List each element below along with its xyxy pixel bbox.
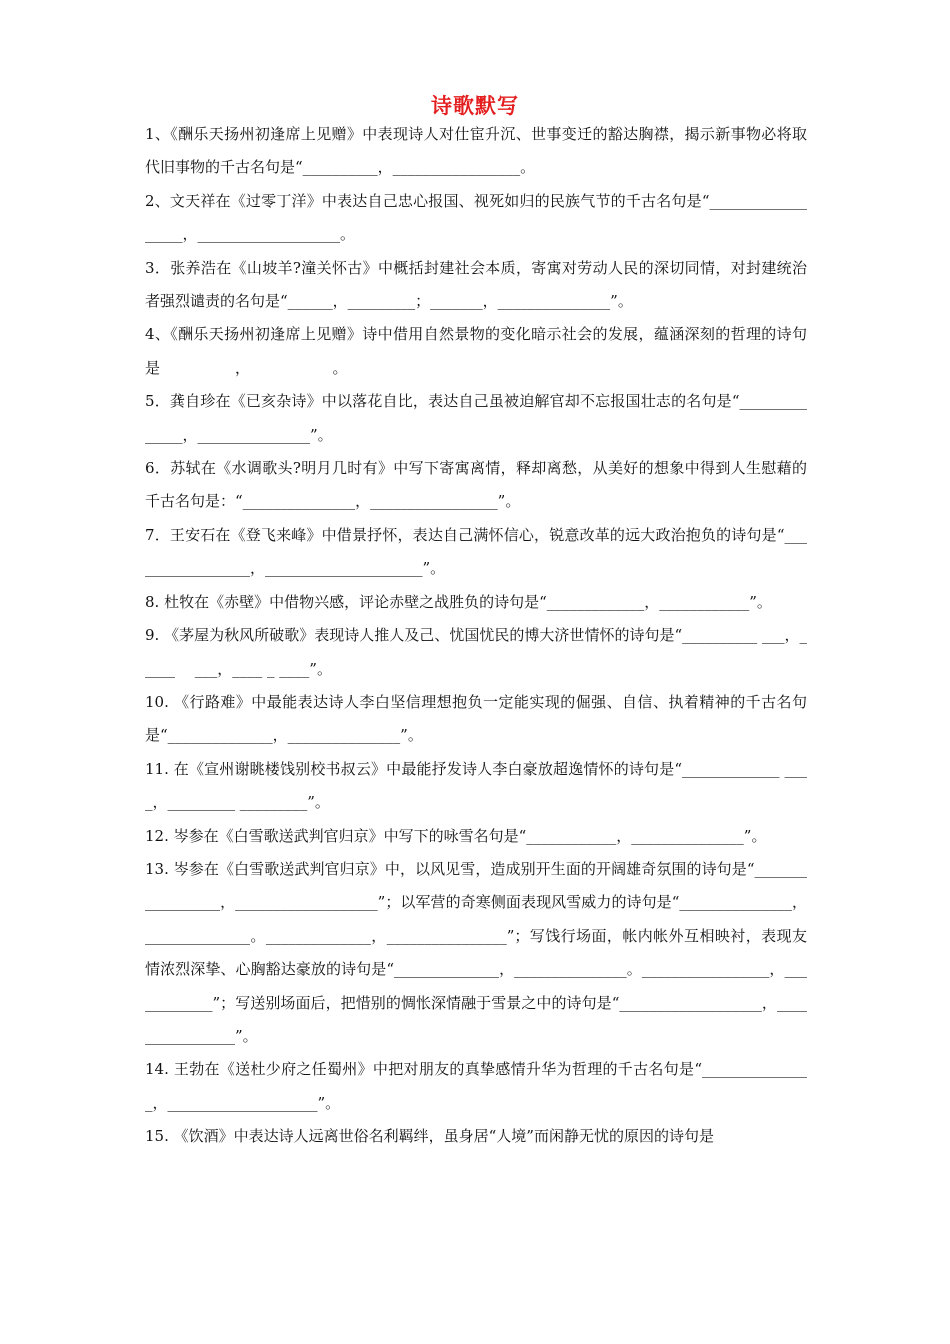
question-item-7: 7．王安石在《登飞来峰》中借景抒怀，表达自己满怀信心，锐意改革的远大政治抱负的诗句是“_________________，_____________________”。 — [145, 525, 807, 578]
question-item-12: 12. 岑参在《白雪歌送武判官归京》中写下的咏雪名句是“____________，_______________”。 — [145, 826, 767, 845]
question-item-3: 3．张养浩在《山坡羊?潼关怀古》中概括封建社会本质，寄寓对劳动人民的深切同情，对封建统治者强烈谴责的名句是“______，_________；_______，_______________”。 — [145, 258, 807, 311]
question-item-11: 11. 在《宣州谢眺楼饯别校书叔云》中最能抒发诗人李白豪放超逸情怀的诗句是“_____________ ____，_________ _________”。 — [145, 759, 807, 812]
question-item-13: 13. 岑参在《白雪歌送武判官归京》中，以风见雪，造成别开生面的开阔雄奇氛围的诗句是“_________________，___________________”；以军营的奇寒侧面表现风雪威力的诗句是“_______________，______________。______________，________________”；写饯行场面，帐内帐外互相映衬，表现友情浓烈深挚、心胸豁达豪放的诗句是“______________，_______________。_________________，____________”；写送别场面后，把惜别的惆怅深情融于雪景之中的诗句是“___________________，________________”。 — [145, 859, 807, 1045]
question-item-6: 6．苏轼在《水调歌头?明月几时有》中写下寄寓离情，释却离愁，从美好的想象中得到人生慰藉的千古名句是：“_______________，_________________”。 — [145, 459, 807, 511]
question-item-8: 8. 杜牧在《赤壁》中借物兴感，评论赤壁之战胜负的诗句是“_____________，____________”。 — [145, 592, 772, 611]
question-item-4: 4、《酬乐天扬州初逢席上见赠》诗中借用自然景物的变化暗示社会的发展，蕴涵深刻的哲理的诗句是 ， 。 — [145, 325, 807, 377]
question-item-14: 14. 王勃在《送杜少府之任蜀州》中把对朋友的真挚感情升华为哲理的千古名句是“_______________，____________________”。 — [145, 1060, 807, 1112]
question-item-10: 10. 《行路难》中最能表达诗人李白坚信理想抱负一定能实现的倔强、自信、执着精神的千古名句是“______________，_______________”。 — [145, 692, 807, 745]
page-title: 诗歌默写 — [431, 93, 519, 118]
question-item-1: 1、《酬乐天扬州初逢席上见赠》中表现诗人对仕宦升沉、世事变迁的豁达胸襟，揭示新事物必将取代旧事物的千古名句是“__________，_________________。 — [145, 125, 807, 177]
question-item-5: 5．龚自珍在《已亥杂诗》中以落花自比，表达自己虽被迫解官却不忘报国壮志的名句是“______________，_______________”。 — [145, 392, 807, 444]
question-item-15: 15. 《饮酒》中表达诗人远离世俗名利羁绊，虽身居“人境”而闲静无忧的原因的诗句是 — [145, 1127, 714, 1146]
question-list — [145, 118, 807, 1154]
question-item-9: 9. 《茅屋为秋风所破歌》表现诗人推人及己、忧国忧民的博大济世情怀的诗句是“__________ ___，_____ ___，____ _ ____”。 — [145, 626, 807, 678]
question-item-2: 2、文天祥在《过零丁洋》中表达自己忠心报国、视死如归的民族气节的千古名句是“__________________，___________________。 — [145, 191, 807, 244]
